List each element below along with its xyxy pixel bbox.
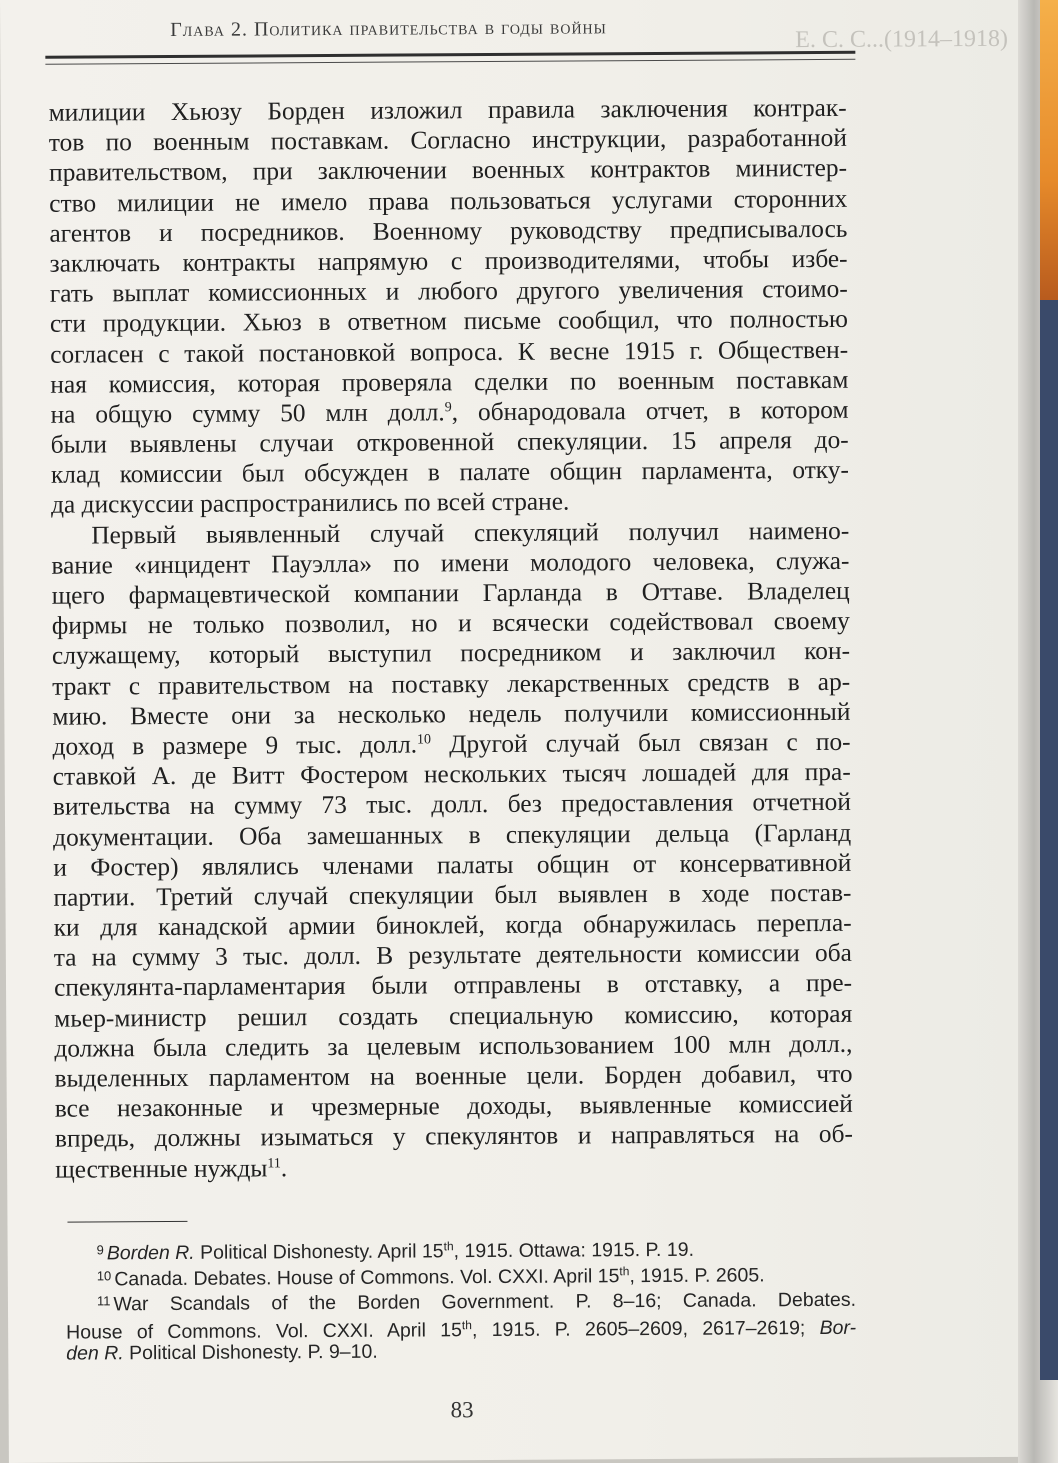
text-line: да дискуссии распространились по всей стране. (51, 487, 570, 520)
text-line: заключать контракты напрямую с производителями, чтобы избе- (49, 244, 848, 278)
text-segment: Другой случай был связан с по- (430, 727, 851, 759)
text-line: ство милиции не имело права пользоваться услугами сторонних (49, 184, 848, 218)
footnote-rule (67, 1221, 187, 1223)
footnote-text: , 1915. Ottawa: 1915. P. 19. (453, 1238, 695, 1263)
footnotes (66, 1231, 857, 1367)
header-rule (45, 51, 855, 65)
text-line: служащему, который выступил посредником и заключил кон- (51, 637, 851, 671)
text-line: были выявлены случаи откровенной спекуляции. 15 апреля до- (50, 425, 849, 459)
text-line: согласен с такой постановкой вопроса. К весне 1915 г. Обществен- (50, 335, 849, 369)
text-line: ставкой А. де Витт Фостером нескольких тысяч лошадей для пра- (52, 757, 851, 791)
page-number: 83 (450, 1397, 474, 1423)
footnote-superscript: th (619, 1264, 630, 1279)
footnote-text: War Scandals of the Borden Government. P. 8–16; Canada. Debates. (113, 1288, 857, 1315)
text-segment: . (280, 1153, 288, 1182)
text-line: выделенных парламентом на военные цели. Борден добавил, что (54, 1059, 853, 1093)
text-line: партии. Третий случай спекуляции был выявлен в ходе постав- (53, 878, 852, 912)
text-line: сти продукции. Хьюз в ответном письме сообщил, что полностью (49, 305, 849, 339)
footnote-text: Canada. Debates. House of Commons. Vol. CXXI. April 15 (114, 1265, 620, 1291)
footnote-11-continued (66, 1310, 857, 1344)
text-line: та на сумму 3 тыс. долл. В результате деятельности комиссии оба (53, 939, 852, 972)
text-line: тов по военным поставкам. Согласно инструкции, разработанной (48, 124, 847, 157)
text-line: клад комиссии был обсужден в палате общин парламента, отку- (50, 456, 849, 489)
text-line: мию. Вместе они за несколько недель получили комиссионный (52, 697, 851, 731)
footnote-superscript: th (461, 1318, 472, 1333)
footnote-text: , 1915. P. 2605. (629, 1264, 765, 1288)
text-segment: доход в размере 9 тыс. долл. (52, 730, 418, 761)
paragraph-start-line: Первый выявленный случай спекуляций получил наимено- (91, 516, 850, 550)
text-line: ки для канадской армии биноклей, когда обнаружилась перепла- (53, 908, 852, 942)
footnote-ref: 9 (444, 400, 452, 416)
main-text (49, 93, 854, 1185)
text-line (50, 395, 848, 430)
footnote-author: den R. (66, 1342, 124, 1365)
text-line: агентов и посредников. Военному руководству предписывалось (49, 214, 848, 248)
text-line (52, 727, 850, 762)
text-line: мьер-министр решил создать специальную комиссию, которая (54, 999, 853, 1033)
footnote-text: Political Dishonesty. April 15 (194, 1240, 444, 1264)
text-line: вительства на сумму 73 тыс. долл. без предоставления отчетной (52, 788, 852, 822)
text-line: впредь, должны изыматься у спекулянтов и направляться на об- (54, 1120, 854, 1154)
running-head: Глава 2. Политика правительства в годы войны (170, 16, 607, 41)
text-line: вание «инцидент Пауэлла» по имени молодого человека, служа- (51, 546, 850, 580)
footnote-text: Political Dishonesty. P. 9–10. (123, 1340, 378, 1365)
bleed-through-text: Е. С. С...(1914–1918) (795, 25, 1009, 54)
text-line: тракт с правительством на поставку лекарственных средств в ар- (52, 667, 851, 701)
text-line: документации. Оба замешанных в спекуляции дельца (Гарланд (53, 818, 852, 852)
text-line (55, 1149, 853, 1184)
text-line: фирмы не только позволил, но и всячески содействовал своему (51, 607, 850, 640)
footnote-ref: 11 (267, 1155, 281, 1171)
footnote-text: , 1915. P. 2605–2609, 2617–2619; (471, 1316, 820, 1342)
text-line: милиции Хьюзу Борден изложил правила заключения контрак- (48, 93, 847, 127)
footnote-author: Bor- (819, 1316, 857, 1339)
text-segment: , обнародовала отчет, в котором (451, 395, 849, 427)
footnote-text: House of Commons. Vol. CXXI. April 15 (66, 1319, 462, 1344)
text-line: все незаконные и чрезмерные доходы, выявленные комиссией (54, 1089, 853, 1123)
footnote-number: 10 (96, 1268, 112, 1284)
footnote-number: 11 (96, 1292, 111, 1309)
text-line: спекулянта-парламентария были отправлены в отставку, а пре- (53, 969, 853, 1003)
footnote-ref: 10 (416, 732, 432, 748)
text-segment: на общую сумму 50 млн долл. (50, 398, 445, 429)
text-segment: щественные нужды (55, 1153, 268, 1184)
footnote-superscript: th (443, 1239, 454, 1254)
text-line: ная комиссия, которая проверяла сделки по военным поставкам (50, 365, 849, 399)
text-line: должна была следить за целевым использованием 100 млн долл., (54, 1029, 853, 1063)
text-line: гать выплат комиссионных и любого другого увеличения стоимо- (49, 274, 848, 308)
cover-edge-blue (1040, 300, 1058, 1380)
footnote-author: Borden R. (106, 1241, 195, 1265)
text-line: и Фостер) являлись членами палаты общин от консервативной (53, 848, 852, 882)
footnote-number: 9 (96, 1242, 104, 1258)
text-line: щего фармацевтической компании Гарланда в Оттаве. Владелец (51, 576, 850, 610)
text-line: правительством, при заключении военных контрактов министер- (48, 154, 848, 188)
cover-edge-orange (1040, 0, 1058, 300)
